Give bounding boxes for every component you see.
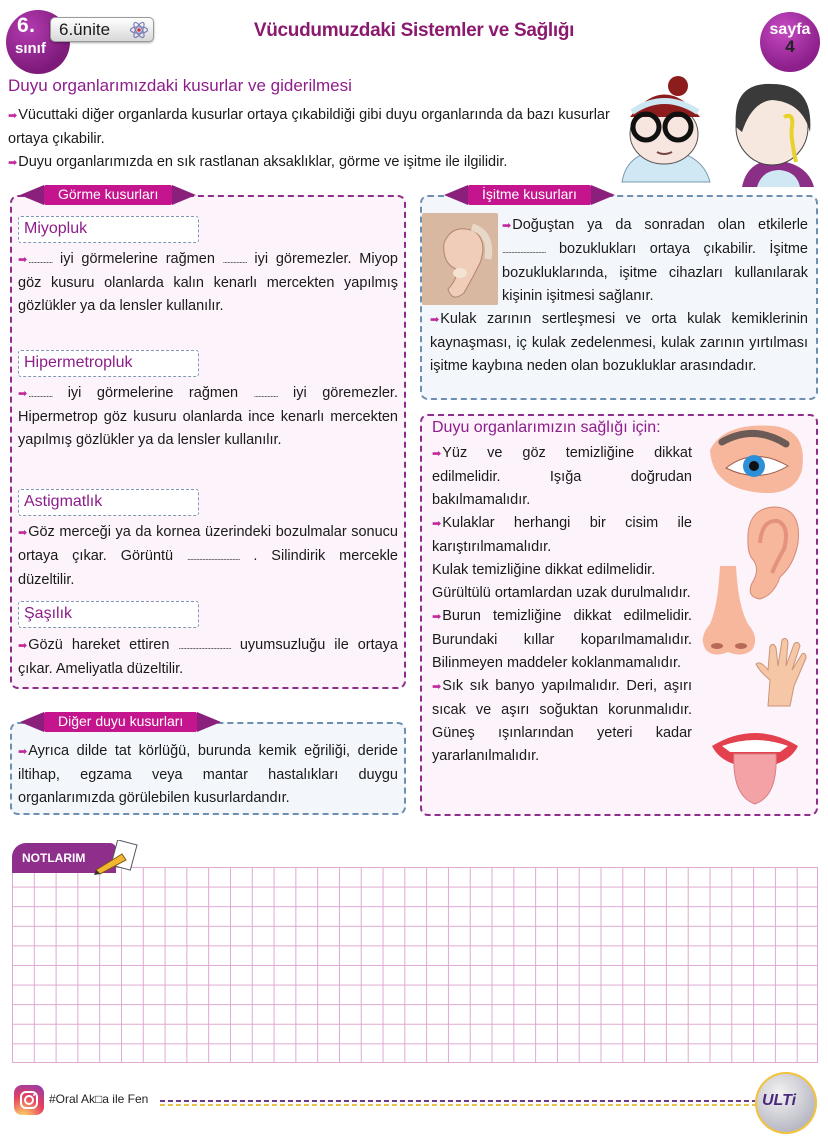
child-with-hearing-aid-illustration bbox=[722, 72, 818, 187]
text: bozuklukları ortaya çıkabilir. İşitme bozukluklarında, işitme cihazları kullanılarak kişinin işitmesi sağlanır. bbox=[502, 241, 808, 304]
health-bullet: Burun temizliğine dikkat edilmelidir. Burundaki kıllar koparılmamalıdır. Bilinmeyen maddeler koklanmamalıdır. bbox=[432, 608, 692, 671]
notes-tab: NOTLARIM bbox=[12, 843, 116, 873]
other-defects-ribbon: Diğer duyu kusurları bbox=[44, 712, 197, 732]
arrow-bullet-icon: ➡ bbox=[502, 220, 512, 232]
arrow-bullet-icon: ➡ bbox=[432, 611, 442, 623]
eye-icon bbox=[704, 420, 810, 500]
arrow-bullet-icon: ➡ bbox=[432, 448, 442, 460]
astigmatism-text bbox=[18, 521, 398, 592]
text: Gözü hareket ettiren bbox=[28, 637, 179, 653]
other-defects-text bbox=[18, 740, 398, 810]
arrow-bullet-icon: ➡ bbox=[432, 681, 442, 693]
unit-label-text: 6.ünite bbox=[59, 19, 111, 39]
astigmatism-heading: Astigmatlık bbox=[18, 489, 199, 516]
text: iyi görmelerine rağmen bbox=[52, 385, 254, 401]
arrow-bullet-icon: ➡ bbox=[430, 314, 440, 326]
text: iyi göremezler. Miyop göz kusuru olanlarda kalın kenarlı mercekten yapılmış gözlükler ya da lensler kullanılır. bbox=[18, 251, 398, 314]
text: Göz merceği ya da kornea üzerindeki bozulmalar sonucu ortaya çıkar. Görüntü bbox=[18, 524, 398, 564]
fill-blank[interactable]: ................ bbox=[253, 389, 278, 399]
hyperopia-text bbox=[18, 382, 398, 452]
fill-blank[interactable]: ................................... bbox=[178, 641, 231, 651]
myopia-heading: Miyopluk bbox=[18, 216, 199, 243]
fill-blank[interactable]: ................ bbox=[222, 255, 247, 265]
ulti-logo-text: ULTi bbox=[762, 1092, 797, 1109]
arrow-bullet-icon: ➡ bbox=[18, 527, 28, 539]
arrow-bullet-icon: ➡ bbox=[18, 388, 28, 400]
hyperopia-heading: Hipermetropluk bbox=[18, 350, 199, 377]
text: iyi görmelerine rağmen bbox=[52, 251, 223, 267]
intro-bullet: Vücuttaki diğer organlarda kusurlar ortaya çıkabildiği gibi duyu organlarında da bazı kusurlar ortaya çıkabilir. bbox=[8, 107, 610, 147]
text: Doğuştan ya da sonradan olan etkilerle bbox=[512, 217, 808, 233]
grade-word: sınıf bbox=[15, 40, 46, 57]
arrow-bullet-icon: ➡ bbox=[18, 746, 28, 758]
arrow-bullet-icon: ➡ bbox=[8, 110, 18, 122]
fill-blank[interactable]: ................ bbox=[28, 389, 53, 399]
section-title: Duyu organlarımızdaki kusurlar ve giderilmesi bbox=[8, 76, 352, 95]
grade-number: 6. bbox=[17, 14, 36, 37]
intro-bullet: Duyu organlarımızda en sık rastlanan aksaklıklar, görme ve işitme ile ilgilidir. bbox=[18, 154, 508, 170]
fill-blank[interactable]: ................ bbox=[28, 255, 53, 265]
child-with-glasses-illustration bbox=[612, 72, 717, 187]
fill-blank[interactable]: ............................. bbox=[502, 245, 546, 255]
page-word: sayfa bbox=[769, 21, 811, 38]
health-bullet: Yüz ve göz temizliğine dikkat edilmelidir. Işığa doğrudan bakılmamalıdır. bbox=[432, 445, 692, 508]
arrow-bullet-icon: ➡ bbox=[18, 640, 28, 652]
arrow-bullet-icon: ➡ bbox=[8, 157, 18, 169]
strabismus-heading: Şaşılık bbox=[18, 601, 199, 628]
hand-icon bbox=[754, 636, 810, 708]
instagram-icon[interactable] bbox=[14, 1085, 44, 1115]
page-title: Vücudumuzdaki Sistemler ve Sağlığı bbox=[253, 20, 575, 41]
tongue-icon bbox=[710, 724, 800, 806]
hearing-text-1 bbox=[502, 214, 808, 308]
health-bullet: Sık sık banyo yapılmalıdır. Deri, aşırı sıcak ve aşırı soğuktan korunmalıdır. Güneş ışınlarından yeteri kadar yararlanılmalıdır. bbox=[432, 678, 692, 764]
arrow-bullet-icon: ➡ bbox=[432, 518, 442, 530]
hearing-aid-photo bbox=[422, 213, 498, 305]
health-plain-line: Kulak temizliğine dikkat edilmelidir. Gürültülü ortamlardan uzak durulmalıdır. bbox=[432, 562, 691, 601]
pencil-note-icon bbox=[92, 840, 140, 876]
hearing-text-2 bbox=[430, 308, 808, 378]
text: Ayrıca dilde tat körlüğü, burunda kemik eğriliği, deride iltihap, egzama veya mantar hastalıkları duygu organlarımızda görülebilen kusurlardandır. bbox=[18, 743, 398, 806]
health-text bbox=[432, 442, 692, 768]
text: uyumsuzluğu ile ortaya çıkar. Ameliyatla düzeltilir. bbox=[18, 637, 398, 677]
page-number-badge bbox=[760, 12, 820, 72]
footer-hashtag: #Oral Ak□a ile Fen bbox=[49, 1092, 149, 1106]
intro-text bbox=[8, 104, 613, 175]
page-number: 4 bbox=[785, 37, 795, 56]
notes-grid[interactable] bbox=[12, 867, 818, 1063]
arrow-bullet-icon: ➡ bbox=[18, 254, 28, 266]
footer-divider bbox=[160, 1100, 755, 1106]
health-bullet: Kulaklar herhangi bir cisim ile karıştırılmamalıdır. bbox=[432, 515, 692, 555]
hearing-defects-ribbon: İşitme kusurları bbox=[468, 185, 591, 205]
strabismus-text bbox=[18, 634, 398, 681]
fill-blank[interactable]: ................................... bbox=[186, 552, 240, 562]
nose-icon bbox=[698, 566, 760, 658]
text: Kulak zarının sertleşmesi ve orta kulak kemiklerinin kaynaşması, iç kulak zedelenmesi, kulak zarının yırtılması işitme kaybına neden olan bozukluklar arasındadır. bbox=[430, 311, 808, 374]
health-title: Duyu organlarımızın sağlığı için: bbox=[432, 419, 661, 436]
vision-defects-ribbon: Görme kusurları bbox=[44, 185, 172, 205]
text: . Silindirik mercekle düzeltilir. bbox=[18, 548, 398, 588]
myopia-text bbox=[18, 248, 398, 318]
text: iyi göremezler. Hipermetrop göz kusuru olanlarda ince kenarlı mercekten yapılmış gözlükler ya da lensler kullanılır. bbox=[18, 385, 398, 448]
